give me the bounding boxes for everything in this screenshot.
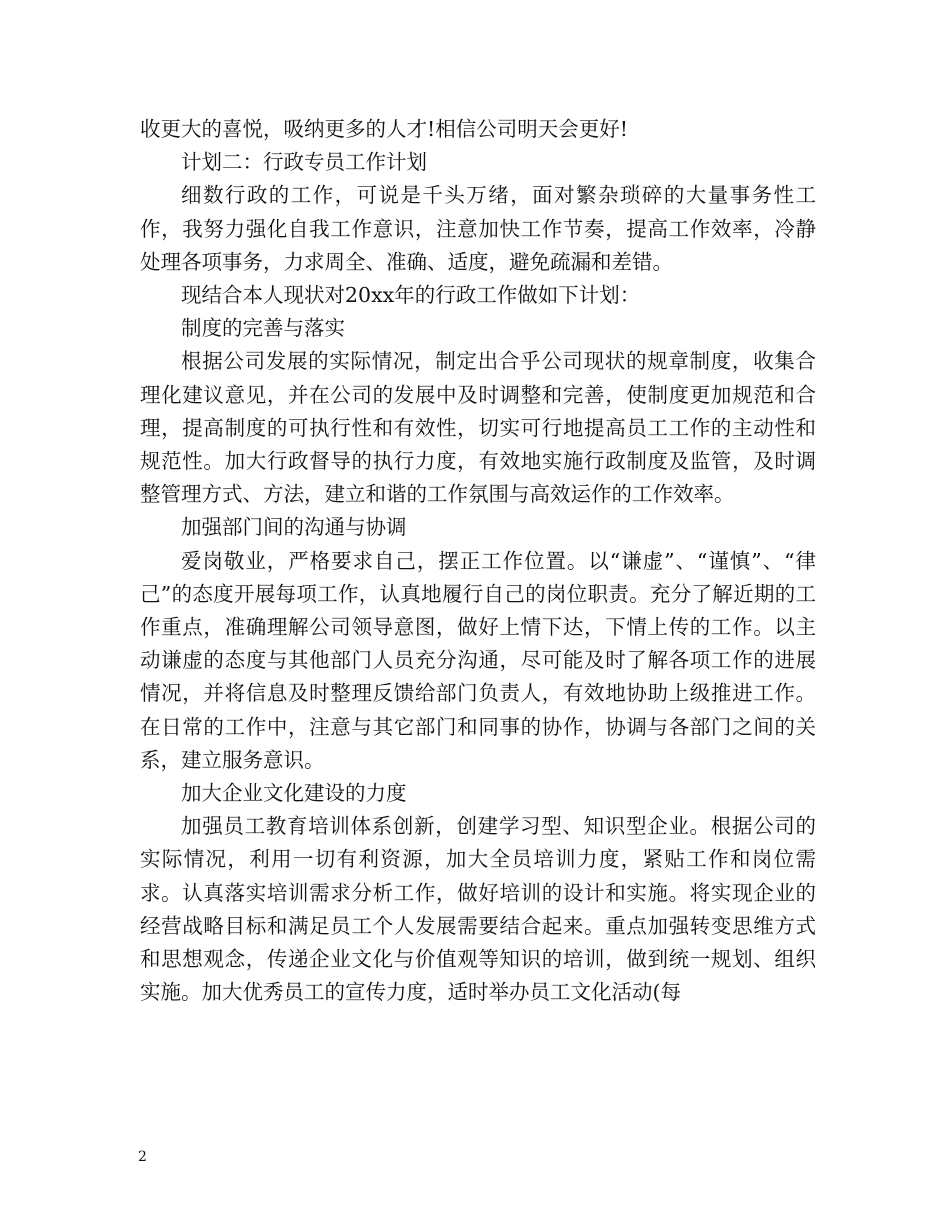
subheading-corporate-culture: 加大企业文化建设的力度 <box>181 781 407 806</box>
paragraph: 根据公司发展的实际情况，制定出合乎公司现状的规章制度，收集合理化建议意见，并在公司的发展中及时调整和完善，使制度更加规范和合理，提高制度的可执行性和有效性，切实可行地提高员工工作的主动性和规范性。加大行政督导的执行力度，有效地实施行政制度及监管，及时调整管理方式、方法，建立和谐的工作氛围与高效运作的工作效率。 <box>140 349 816 507</box>
subheading-department-communication: 加强部门间的沟通与协调 <box>181 515 407 540</box>
paragraph: 现结合本人现状对20xx年的行政工作做如下计划： <box>181 283 641 308</box>
paragraph: 加强员工教育培训体系创新，创建学习型、知识型企业。根据公司的实际情况，利用一切有利资源，加大全员培训力度，紧贴工作和岗位需求。认真落实培训需求分析工作，做好培训的设计和实施。将实现企业的经营战略目标和满足员工个人发展需要结合起来。重点加强转变思维方式和思想观念，传递企业文化与价值观等知识的培训，做到统一规划、组织实施。加大优秀员工的宣传力度，适时举办员工文化活动(每 <box>140 814 816 1005</box>
document-body <box>140 113 816 1009</box>
paragraph-continuation: 收更大的喜悦，吸纳更多的人才!相信公司明天会更好! <box>140 117 628 141</box>
page-number: 2 <box>138 1149 147 1165</box>
paragraph: 爱岗敬业，严格要求自己，摆正工作位置。以“谦虚”、“谨慎”、“律己”的态度开展每项工作，认真地履行自己的岗位职责。充分了解近期的工作重点，准确理解公司领导意图，做好上情下达，下情上传的工作。以主动谦虚的态度与其他部门人员充分沟通，尽可能及时了解各项工作的进展情况，并将信息及时整理反馈给部门负责人，有效地协助上级推进工作。在日常的工作中，注意与其它部门和同事的协作，协调与各部门之间的关系，建立服务意识。 <box>140 548 816 772</box>
paragraph: 细数行政的工作，可说是千头万绪，面对繁杂琐碎的大量事务性工作，我努力强化自我工作意识，注意加快工作节奏，提高工作效率，冷静处理各项事务，力求周全、准确、适度，避免疏漏和差错。 <box>140 183 816 274</box>
section-title-plan-two: 计划二：行政专员工作计划 <box>181 150 427 175</box>
subheading-system-improvement: 制度的完善与落实 <box>181 316 345 341</box>
